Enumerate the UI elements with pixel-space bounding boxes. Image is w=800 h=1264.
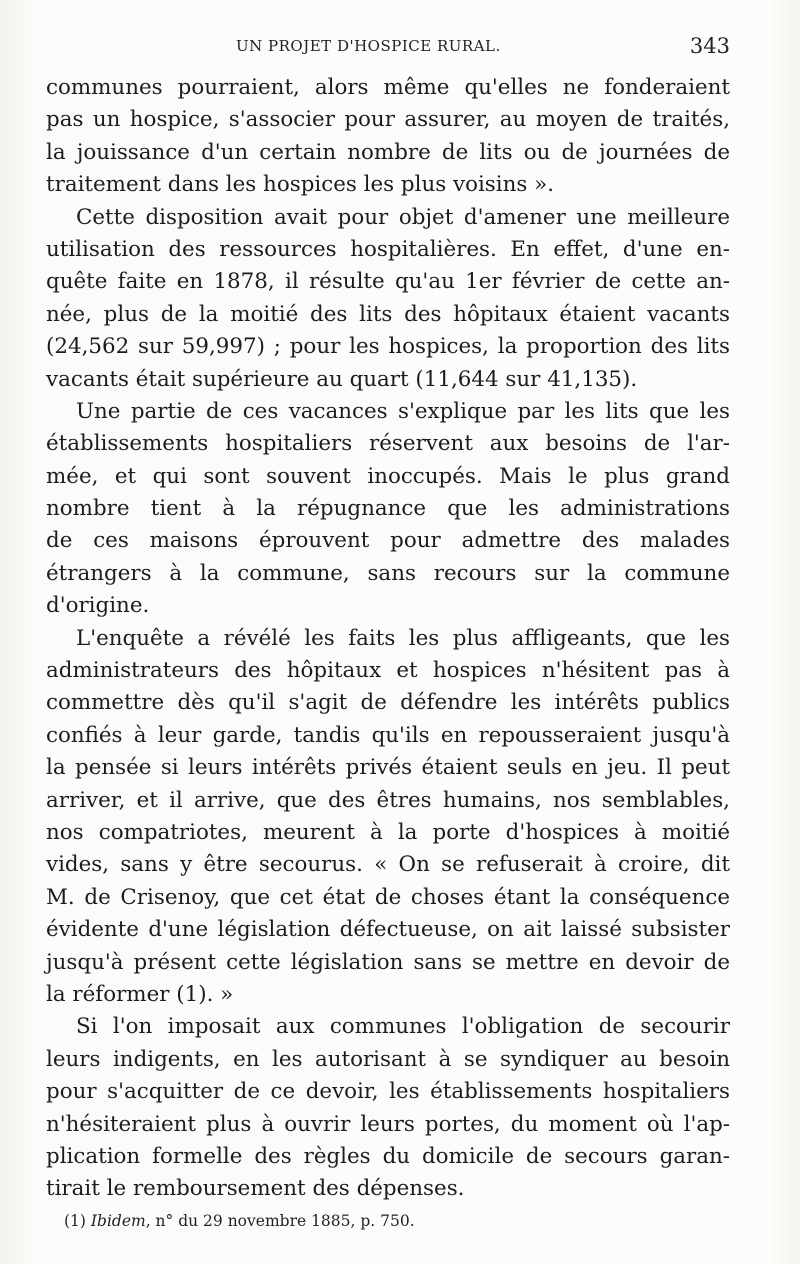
text-line: utilisation des ressources hospitalières. En effet, d'une en-: [46, 236, 730, 262]
text-line: évidente d'une législation défectueuse, on ait laissé subsister: [46, 917, 730, 943]
text-line: administrateurs des hôpitaux et hospices n'hésitent pas à: [46, 658, 730, 684]
text-line: vides, sans y être secourus. « On se refuserait à croire, dit: [46, 852, 730, 878]
text-line: vacants était supérieure au quart (11,644 sur 41,135).: [46, 366, 638, 392]
text-line: la pensée si leurs intérêts privés étaient seuls en jeu. Il peut: [46, 755, 730, 781]
text-line: commettre dès qu'il s'agit de défendre les intérêts publics: [46, 690, 730, 716]
text-line: pour s'acquitter de ce devoir, les établissements hospitaliers: [46, 1079, 730, 1105]
text-line: établissements hospitaliers réservent aux besoins de l'ar-: [46, 431, 730, 457]
text-line: née, plus de la moitié des lits des hôpitaux étaient vacants: [46, 301, 730, 327]
text-line: de ces maisons éprouvent pour admettre des malades: [46, 528, 730, 554]
running-title: UN PROJET D'HOSPICE RURAL.: [236, 37, 501, 55]
footnote: [64, 1212, 415, 1230]
page-number: 343: [689, 34, 730, 58]
text-line: plication formelle des règles du domicile de secours garan-: [46, 1143, 730, 1169]
footnote-marker: (1): [64, 1212, 86, 1230]
text-line: jusqu'à présent cette législation sans se mettre en devoir de: [46, 949, 730, 975]
text-line: n'hésiteraient plus à ouvrir leurs portes, du moment où l'ap-: [46, 1111, 730, 1137]
text-line: étrangers à la commune, sans recours sur la commune: [46, 560, 730, 586]
running-head: [46, 34, 734, 64]
text-line: la jouissance d'un certain nombre de lits ou de journées de: [46, 139, 730, 165]
text-line: communes pourraient, alors même qu'elles ne fonderaient: [46, 75, 730, 100]
text-line: M. de Crisenoy, que cet état de choses étant la conséquence: [46, 884, 730, 910]
text-line: quête faite en 1878, il résulte qu'au 1er février de cette an-: [46, 269, 730, 295]
text-line: pas un hospice, s'associer pour assurer, au moyen de traités,: [46, 107, 730, 133]
footnote-text: , n° du 29 novembre 1885, p. 750.: [145, 1212, 415, 1230]
text-line: mée, et qui sont souvent inoccupés. Mais le plus grand: [46, 463, 730, 489]
text-line: L'enquête a révélé les faits les plus affligeants, que les: [76, 625, 730, 651]
text-line: la réformer (1). »: [46, 981, 234, 1007]
footnote-source: Ibidem: [90, 1212, 146, 1230]
text-line: (24,562 sur 59,997) ; pour les hospices, la proportion des lits: [46, 334, 730, 360]
body-text: [46, 72, 730, 1206]
text-line: nombre tient à la répugnance que les administrations: [46, 496, 730, 522]
text-line: d'origine.: [46, 593, 150, 619]
text-line: Cette disposition avait pour objet d'amener une meilleure: [76, 204, 730, 230]
text-line: confiés à leur garde, tandis qu'ils en repousseraient jusqu'à: [46, 722, 730, 748]
text-line: leurs indigents, en les autorisant à se syndiquer au besoin: [46, 1046, 730, 1072]
text-line: Si l'on imposait aux communes l'obligation de secourir: [76, 1014, 730, 1040]
text-line: arriver, et il arrive, que des êtres humains, nos semblables,: [46, 787, 730, 813]
text-line: traitement dans les hospices les plus voisins ».: [46, 172, 555, 198]
text-line: tirait le remboursement des dépenses.: [46, 1176, 465, 1202]
text-line: Une partie de ces vacances s'explique par les lits que les: [76, 398, 730, 424]
text-line: nos compatriotes, meurent à la porte d'hospices à moitié: [46, 819, 730, 845]
